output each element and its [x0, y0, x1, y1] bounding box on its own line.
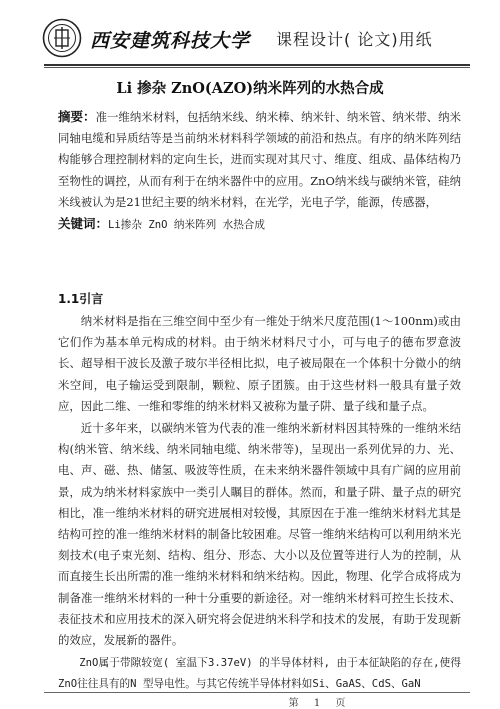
page-prefix: 第	[288, 698, 305, 709]
page-number: 1	[313, 698, 327, 709]
page-header	[42, 18, 472, 62]
page-footer	[0, 694, 500, 709]
university-emblem-icon	[42, 18, 82, 58]
header-divider-thin	[44, 67, 470, 68]
section-heading: 1.1引言	[58, 292, 104, 306]
abstract-text: 准一维纳米材料，包括纳米线、纳米棒、纳米针、纳米管、纳米带、纳米同轴电缆和异质结等是当前纳米材料科学领域的前沿和热点。有序的纳米阵列结构能够合理控制材料的定向生长，进而实现对其尺寸、维度、组成、晶体结构乃至物性的调控，从而有利于在纳米器件中的应用。ZnO纳米线与碳纳米管，硅纳米线被认为是21世纪主要的纳米材料，在光学，光电子学，能源，传感器，	[58, 110, 461, 209]
footer-divider	[44, 692, 470, 693]
page-suffix: 页	[335, 698, 352, 709]
keywords-text: Li掺杂 ZnO 纳米阵列 水热合成	[108, 219, 265, 232]
university-name: 西安建筑科技大学	[90, 30, 251, 52]
document-type-label: 课程设计( 论文)用纸	[276, 30, 433, 49]
abstract-label: 摘要：	[58, 109, 96, 124]
paragraph-3: ZnO属于带隙较宽( 室温下3.37eV) 的半导体材料, 由于本征缺陷的存在,使得ZnO往往具有的N 型导电性。与其它传统半导体材料如Si、GaAS、CdS、GaN	[58, 657, 461, 690]
paper-title: Li 掺杂 ZnO(AZO)纳米阵列的水热合成	[116, 80, 384, 97]
abstract-block	[58, 106, 461, 236]
paragraph-1: 纳米材料是指在三维空间中至少有一维处于纳米尺度范围(1～100nm)或由它们作为基本单元构成的材料。由于纳米材料尺寸小，可与电子的德布罗意波长、超导相干波长及激子玻尔半径相比拟，电子被局限在一个体积十分微小的纳米空间，电子输运受到限制，颗粒、原子团簇。由于这些材料一般具有量子效应，因此二维、一维和零维的纳米材料又被称为量子阱、量子线和量子点。	[58, 314, 461, 413]
header-divider	[44, 64, 470, 66]
keywords-label: 关键词：	[58, 216, 109, 232]
paragraph-2: 近十多年来，以碳纳米管为代表的准一维纳米新材料因其特殊的一维纳米结构(纳米管、纳米线、纳米同轴电缆、纳米带等)，呈现出一系列优异的力、光、电、声、磁、热、储氢、吸波等性质，在未来纳米器件领域中具有广阔的应用前景，成为纳米材料家族中一类引人瞩目的群体。然而，和量子阱、量子点的研究相比，准一维纳米材料的研究进展相对较慢，其原因在于准一维纳米材料尤其是结构可控的准一维纳米材料的制备比较困难。尽管一维纳米结构可以利用纳米光刻技术(电子束光刻、结构、组分、形态、大小以及位置等进行人为的控制，从而直接生长出所需的准一维纳米材料和纳米结构。因此，物理、化学合成将成为制备准一维纳米材料的一种十分重要的新途径。对一维纳米材料可控生长技术、表征技术和应用技术的深入研究将会促进纳米科学和技术的发展，有助于发现新的效应，发展新的器件。	[58, 421, 461, 648]
